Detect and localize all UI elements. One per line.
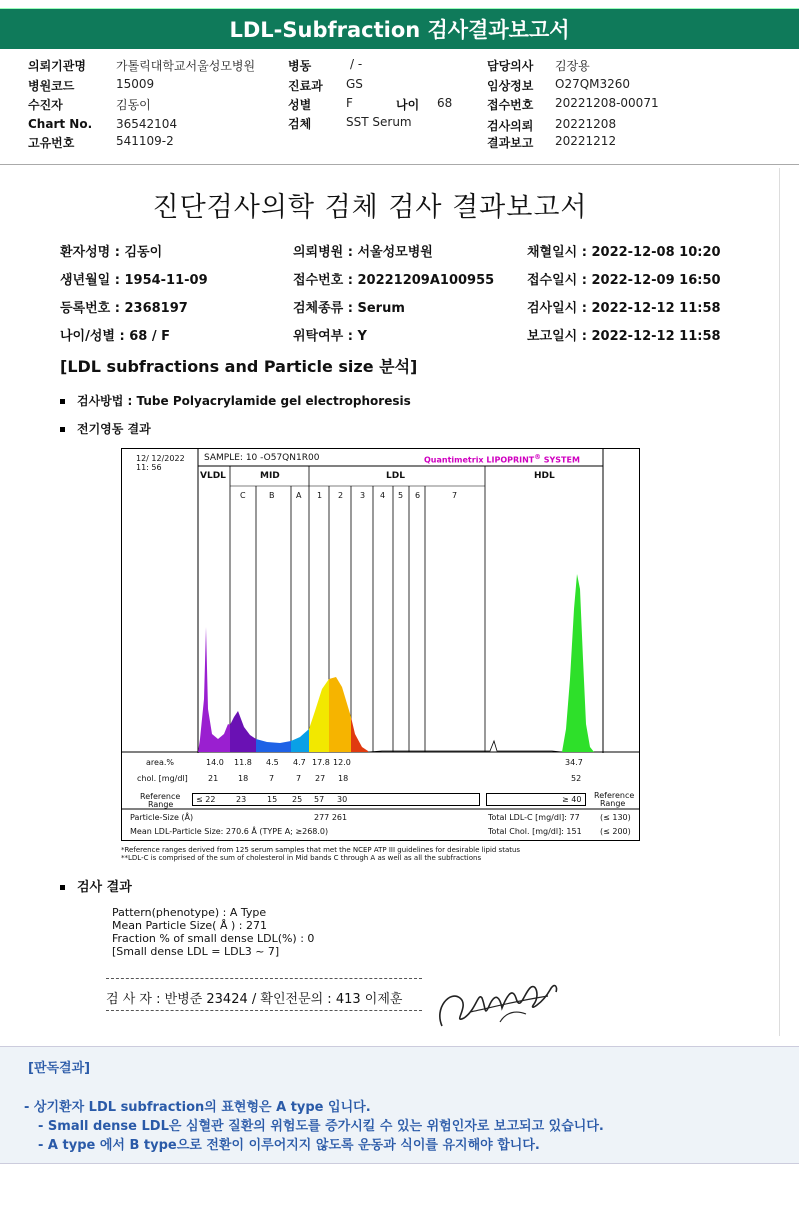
info-label: 병원코드 <box>28 79 75 93</box>
consignment: 위탁여부 : Y <box>293 329 367 344</box>
ldl2-peak <box>329 677 351 752</box>
chol-value: 27 <box>315 774 326 783</box>
specimen-type: 검체종류 : Serum <box>293 301 405 316</box>
header-title: LDL-Subfraction 검사결과보고서 <box>229 18 570 42</box>
signature-image <box>430 968 570 1038</box>
band-3: 3 <box>360 491 366 500</box>
ref-value: 23 <box>236 795 247 804</box>
total-ldl: Total LDL-C [mg/dl]: 77 <box>488 813 580 822</box>
report-title: 진단검사의학 검체 검사 결과보고서 <box>152 192 588 223</box>
result-line: Fraction % of small dense LDL(%) : 0 <box>112 932 315 945</box>
info-value: 15009 <box>116 77 155 91</box>
age-label: 나이 <box>396 98 420 112</box>
total-ldl-ref: (≤ 130) <box>600 813 631 822</box>
result-heading-line <box>60 876 132 895</box>
info-value: / - <box>350 57 363 71</box>
info-label: 담당의사 <box>487 59 534 73</box>
band-5: 5 <box>398 491 404 500</box>
lp-date: 12/ 12/2022 <box>136 454 185 463</box>
info-value: 36542104 <box>116 117 178 131</box>
method-text: 검사방법 : Tube Polyacrylamide gel electrophoresis <box>77 394 411 408</box>
area-value: 4.5 <box>266 758 279 767</box>
lp-time: 11: 56 <box>136 463 162 472</box>
lp-brand <box>424 453 580 465</box>
area-value: 14.0 <box>206 758 224 767</box>
result-line: Mean Particle Size( Å ) : 271 <box>112 919 267 932</box>
collection-datetime: 채혈일시 : 2022-12-08 10:20 <box>527 245 721 260</box>
info-value: 20221208-00071 <box>555 96 659 110</box>
info-label: 고유번호 <box>28 136 75 150</box>
info-label: 의뢰기관명 <box>28 59 86 73</box>
result-heading: 검사 결과 <box>77 880 132 895</box>
result-line: [Small dense LDL = LDL3 ~ 7] <box>112 945 280 958</box>
info-label: 결과보고 <box>487 136 534 150</box>
ldl1-peak <box>309 679 329 752</box>
c-peak <box>230 711 256 752</box>
area-value: 12.0 <box>333 758 351 767</box>
bullet-icon <box>60 885 65 890</box>
particle-values: 277 261 <box>314 813 348 822</box>
report-header <box>0 8 799 49</box>
ref-label: Reference <box>140 792 181 801</box>
band-ldl: LDL <box>386 471 405 481</box>
brand-reg: ® <box>534 453 541 461</box>
receipt-datetime: 접수일시 : 2022-12-09 16:50 <box>527 273 721 288</box>
area-value: 11.8 <box>234 758 252 767</box>
band-a: A <box>296 491 302 500</box>
chol-value: 18 <box>238 774 249 783</box>
info-value: F <box>346 96 353 110</box>
bullet-icon <box>60 427 65 432</box>
electro-line <box>60 420 151 437</box>
b-peak <box>256 739 291 752</box>
info-label: 임상정보 <box>487 79 534 93</box>
judgement-line: - A type 에서 B type으로 전환이 이루어지지 않도록 운동과 식이를 유지해야 합니다. <box>38 1138 540 1153</box>
registration-number: 등록번호 : 2368197 <box>60 301 188 316</box>
total-chol-ref: (≤ 200) <box>600 827 631 836</box>
info-value: 20221208 <box>555 117 617 131</box>
chol-hdl: 52 <box>571 774 582 783</box>
requesting-hospital: 의뢰병원 : 서울성모병원 <box>293 245 433 260</box>
lp-sample: SAMPLE: 10 -O57QN1R00 <box>204 453 320 463</box>
chol-label: chol. [mg/dl] <box>137 774 188 783</box>
band-6: 6 <box>415 491 421 500</box>
lipoprint-svg <box>122 449 639 840</box>
chol-value: 7 <box>269 774 275 783</box>
test-datetime: 검사일시 : 2022-12-12 11:58 <box>527 301 721 316</box>
age-sex: 나이/성별 : 68 / F <box>60 329 171 344</box>
info-value: 김동이 <box>116 98 151 112</box>
band-hdl: HDL <box>534 471 555 481</box>
ref-right-2: Range <box>600 799 626 808</box>
band-2: 2 <box>338 491 344 500</box>
area-value: 4.7 <box>293 758 306 767</box>
band-7: 7 <box>452 491 458 500</box>
footnote: *Reference ranges derived from 125 serum samples that met the NCEP ATP III guidelines for desirable lipid status <box>121 846 521 854</box>
particle-size-label: Particle-Size (Å) <box>130 813 194 822</box>
total-chol: Total Chol. [mg/dl]: 151 <box>488 827 582 836</box>
area-label: area.% <box>146 758 174 767</box>
band-4: 4 <box>380 491 386 500</box>
band-1: 1 <box>317 491 323 500</box>
dashed-divider <box>106 978 422 979</box>
signature-line: 검 사 자 : 반병준 23424 / 확인전문의 : 413 이제훈 <box>106 992 403 1007</box>
ref-value: 30 <box>337 795 348 804</box>
ref-value: 57 <box>314 795 325 804</box>
receipt-number: 접수번호 : 20221209A100955 <box>293 273 495 288</box>
lipoprint-panel <box>121 448 640 841</box>
band-c: C <box>240 491 246 500</box>
method-line <box>60 392 411 409</box>
judgement-line: - Small dense LDL은 심혈관 질환의 위험도를 증가시킬 수 있는 위험인자로 보고되고 있습니다. <box>38 1119 604 1134</box>
info-value: SST Serum <box>346 115 412 129</box>
info-value: 20221212 <box>555 134 617 148</box>
electro-text: 전기영동 결과 <box>77 422 151 436</box>
dashed-divider <box>106 1010 422 1011</box>
age-value: 68 <box>437 96 453 110</box>
result-line: Pattern(phenotype) : A Type <box>112 906 267 919</box>
patient-name: 환자성명 : 김동이 <box>60 245 163 260</box>
ref-value: ≤ 22 <box>196 795 216 804</box>
chol-value: 21 <box>208 774 219 783</box>
info-label: 검체 <box>288 117 312 131</box>
info-value: O27QM3260 <box>555 77 631 91</box>
info-label: 접수번호 <box>487 98 534 112</box>
report-datetime: 보고일시 : 2022-12-12 11:58 <box>527 329 721 344</box>
ldl3-peak <box>351 717 368 752</box>
ref-right: Reference <box>594 791 635 800</box>
area-value: 17.8 <box>312 758 330 767</box>
band-vldl: VLDL <box>200 471 226 481</box>
info-label: 수진자 <box>28 98 63 112</box>
band-b: B <box>269 491 275 500</box>
area-hdl: 34.7 <box>565 758 583 767</box>
info-label: 성별 <box>288 98 312 112</box>
info-label: 병동 <box>288 59 312 73</box>
brand-name: Quantimetrix LIPOPRINT <box>424 455 535 465</box>
ref-value: 25 <box>292 795 303 804</box>
ref-label-2: Range <box>148 800 174 809</box>
judgement-line: - 상기환자 LDL subfraction의 표현형은 A type 입니다. <box>24 1100 371 1115</box>
info-label: Chart No. <box>28 117 93 131</box>
mean-ldl: Mean LDL-Particle Size: 270.6 Å (TYPE A; ≥268.0) <box>130 827 329 836</box>
a-peak <box>291 729 309 752</box>
ref-hdl: ≥ 40 <box>562 795 582 804</box>
band-mid: MID <box>260 471 280 481</box>
section-title: [LDL subfractions and Particle size 분석] <box>60 357 418 376</box>
brand-sys: SYSTEM <box>540 455 580 465</box>
info-value: GS <box>346 77 363 91</box>
chol-value: 7 <box>296 774 302 783</box>
hdl-peak <box>562 574 594 752</box>
ref-value: 15 <box>267 795 278 804</box>
footnote: **LDL-C is comprised of the sum of cholesterol in Mid bands C through A as well as all the subfractions <box>121 854 482 862</box>
info-value: 김장용 <box>555 59 590 73</box>
vldl-peak <box>198 627 230 752</box>
divider <box>0 164 799 165</box>
judgement-title: [판독결과] <box>28 1061 91 1076</box>
chol-value: 18 <box>338 774 349 783</box>
info-value: 541109-2 <box>116 134 174 148</box>
info-value: 가톨릭대학교서울성모병원 <box>116 59 256 73</box>
bullet-icon <box>60 399 65 404</box>
info-label: 검사의뢰 <box>487 119 534 133</box>
info-label: 진료과 <box>288 79 323 93</box>
birth-date: 생년월일 : 1954-11-09 <box>60 273 208 288</box>
